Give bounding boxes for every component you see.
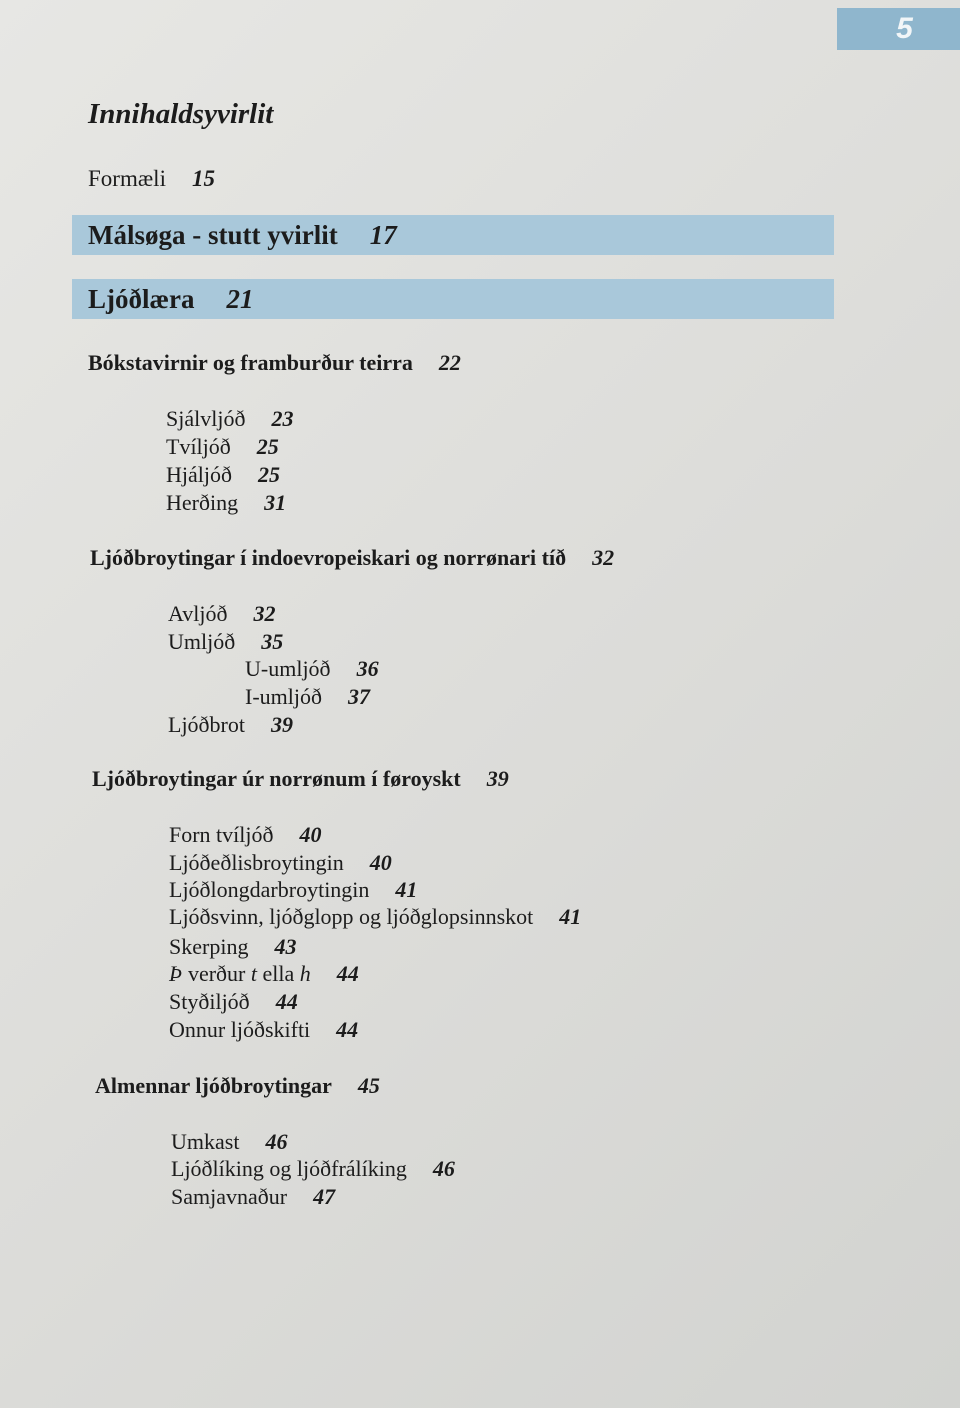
toc-item[interactable] bbox=[245, 684, 370, 710]
item-label: Herðing bbox=[166, 490, 239, 515]
toc-section[interactable] bbox=[92, 766, 509, 792]
item-page: 41 bbox=[559, 904, 582, 929]
item-label: U-umljóð bbox=[245, 656, 331, 681]
toc-item[interactable] bbox=[166, 462, 280, 488]
toc-item[interactable] bbox=[169, 961, 359, 987]
item-label: I-umljóð bbox=[245, 684, 322, 709]
band-label: Ljóðlæra bbox=[88, 283, 195, 314]
entry-page: 15 bbox=[191, 166, 215, 191]
item-label: Sjálvljóð bbox=[166, 406, 246, 431]
item-label: Umkast bbox=[171, 1129, 240, 1154]
item-label-part: Þ bbox=[169, 961, 183, 986]
band-page: 21 bbox=[226, 283, 254, 314]
item-page: 44 bbox=[275, 989, 298, 1014]
item-label: Onnur ljóðskifti bbox=[169, 1017, 311, 1042]
item-page: 46 bbox=[265, 1129, 288, 1154]
item-label: Ljóðbrot bbox=[168, 712, 245, 737]
toc-item[interactable] bbox=[171, 1129, 287, 1155]
item-label: Styðiljóð bbox=[169, 989, 250, 1014]
entry-label: Formæli bbox=[88, 166, 166, 191]
section-label: Ljóðbroytingar í indoevropeiskari og norrønari tíð bbox=[90, 545, 567, 570]
item-page: 31 bbox=[264, 490, 287, 515]
item-label-part: ella bbox=[257, 961, 300, 986]
toc-item[interactable] bbox=[169, 934, 296, 960]
item-page: 36 bbox=[356, 656, 379, 681]
toc-item[interactable] bbox=[171, 1156, 455, 1182]
toc-section[interactable] bbox=[90, 545, 614, 571]
item-page: 35 bbox=[261, 629, 284, 654]
toc-band-ljodlaera[interactable] bbox=[72, 279, 834, 319]
section-page: 45 bbox=[357, 1073, 380, 1098]
item-page: 25 bbox=[258, 462, 280, 487]
item-label-part: verður bbox=[182, 961, 251, 986]
section-label: Ljóðbroytingar úr norrønum í føroyskt bbox=[92, 766, 461, 791]
toc-section[interactable] bbox=[88, 350, 461, 376]
item-page: 39 bbox=[271, 712, 293, 737]
toc-item[interactable] bbox=[245, 656, 379, 682]
item-label-part: h bbox=[299, 961, 311, 986]
toc-item[interactable] bbox=[169, 822, 322, 848]
item-label: Ljóðsvinn, ljóðglopp og ljóðglopsinnskot bbox=[169, 904, 534, 929]
toc-item[interactable] bbox=[169, 877, 417, 903]
toc-band-malsoga[interactable] bbox=[72, 215, 834, 255]
item-page: 47 bbox=[313, 1184, 336, 1209]
item-label: Samjavnaður bbox=[171, 1184, 288, 1209]
toc-item[interactable] bbox=[168, 712, 293, 738]
page-number: 5 bbox=[896, 12, 913, 45]
item-page: 40 bbox=[369, 850, 392, 875]
item-page: 25 bbox=[256, 434, 279, 459]
item-label: Avljóð bbox=[168, 601, 228, 626]
item-label: Tvíljóð bbox=[166, 434, 231, 459]
item-page: 23 bbox=[271, 406, 294, 431]
item-page: 46 bbox=[432, 1156, 455, 1181]
item-label: Ljóðlongdarbroytingin bbox=[169, 877, 370, 902]
item-page: 43 bbox=[274, 934, 297, 959]
item-page: 44 bbox=[336, 1017, 359, 1042]
item-page: 32 bbox=[253, 601, 276, 626]
band-label: Málsøga - stutt yvirlit bbox=[88, 219, 338, 250]
item-page: 44 bbox=[336, 961, 359, 986]
toc-item[interactable] bbox=[169, 904, 581, 930]
toc-item[interactable] bbox=[168, 601, 275, 627]
page-number-tab bbox=[837, 8, 960, 50]
toc-item[interactable] bbox=[169, 850, 392, 876]
item-label-part: t bbox=[250, 961, 257, 986]
item-label: Forn tvíljóð bbox=[169, 822, 274, 847]
toc-section[interactable] bbox=[95, 1073, 380, 1099]
item-page: 40 bbox=[299, 822, 322, 847]
item-page: 37 bbox=[348, 684, 370, 709]
toc-item[interactable] bbox=[166, 406, 293, 432]
toc-item[interactable] bbox=[169, 989, 298, 1015]
section-page: 32 bbox=[592, 545, 615, 570]
toc-item[interactable] bbox=[169, 1017, 358, 1043]
item-label: Ljóðlíking og ljóðfrálíking bbox=[171, 1156, 407, 1181]
section-label: Almennar ljóðbroytingar bbox=[95, 1073, 332, 1098]
toc-item[interactable] bbox=[171, 1184, 335, 1210]
item-label: Skerping bbox=[169, 934, 249, 959]
toc-item[interactable] bbox=[168, 629, 283, 655]
item-label: Ljóðeðlisbroytingin bbox=[169, 850, 344, 875]
band-page: 17 bbox=[369, 219, 397, 250]
toc-item[interactable] bbox=[166, 434, 279, 460]
item-page: 41 bbox=[395, 877, 418, 902]
item-label: Umljóð bbox=[168, 629, 236, 654]
item-label: Hjáljóð bbox=[166, 462, 232, 487]
toc-item[interactable] bbox=[166, 490, 286, 516]
section-page: 22 bbox=[438, 350, 461, 375]
toc-entry-formaeli[interactable] bbox=[88, 166, 215, 192]
toc-title: Innihaldsyvirlit bbox=[88, 98, 274, 130]
section-page: 39 bbox=[486, 766, 509, 791]
section-label: Bókstavirnir og framburður teirra bbox=[88, 350, 413, 375]
